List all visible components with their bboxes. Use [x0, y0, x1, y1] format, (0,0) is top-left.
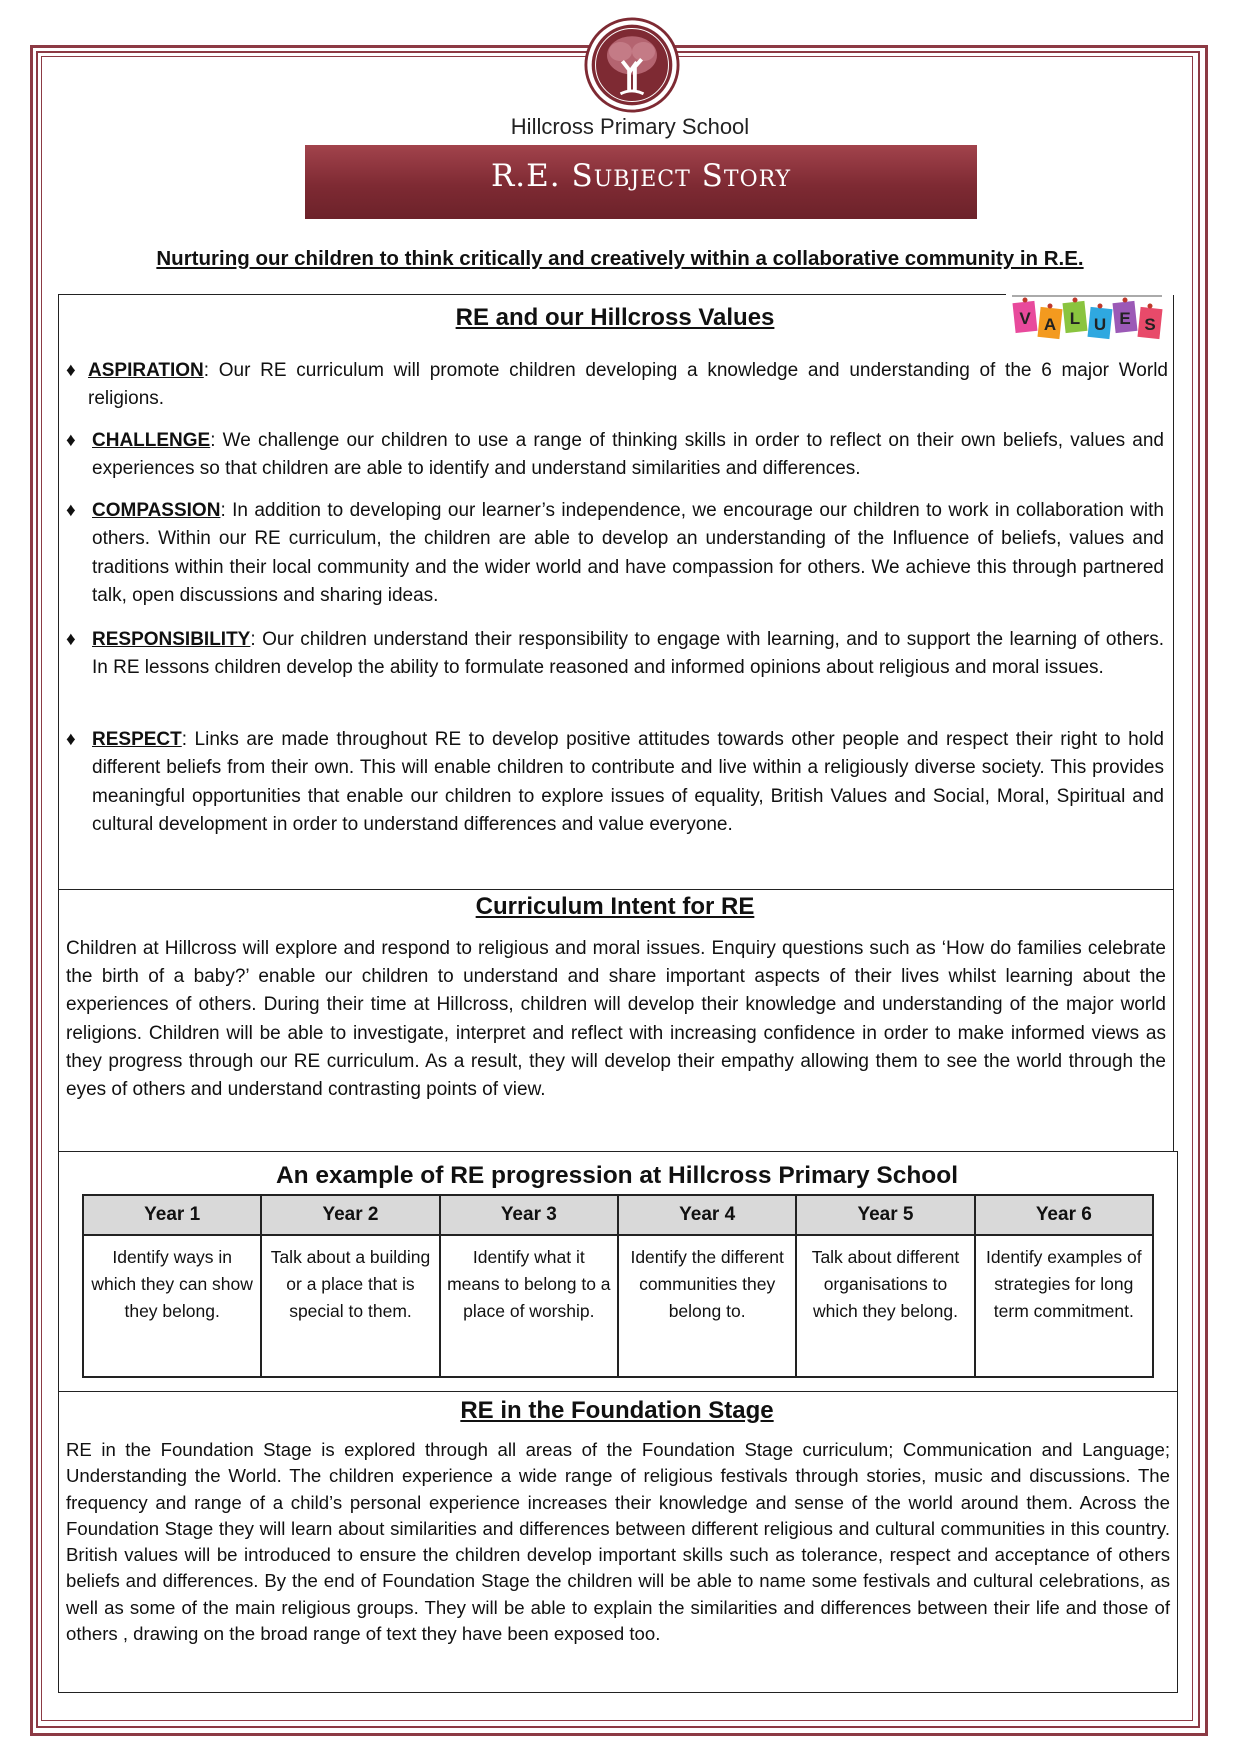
column-header: Year 1: [83, 1195, 261, 1235]
column-header: Year 4: [618, 1195, 796, 1235]
values-heading: RE and our Hillcross Values: [455, 304, 775, 331]
value-keyword: ASPIRATION: [88, 360, 204, 381]
column-header: Year 2: [261, 1195, 439, 1235]
value-description: : Links are made throughout RE to develop positive attitudes towards other people and respect their right to hold different beliefs from their own. This will enable children to contribute and live within a religiously diverse society. This provides meaningful opportunities that enable our children to explore issues of equality, British Values and Social, Moral, Spiritual and cultural development in order to understand differences and value everyone.: [92, 729, 1164, 835]
bullet-diamond-icon: ♦: [66, 729, 76, 750]
school-motto: Nurturing our children to think critically and creatively within a collaborative community in R.E.: [156, 247, 1084, 270]
value-keyword: COMPASSION: [92, 500, 221, 521]
values-card-letter: A: [1043, 315, 1057, 334]
value-keyword: RESPECT: [92, 729, 182, 750]
values-section-top-border: [58, 294, 1006, 295]
values-card-letter: E: [1119, 309, 1131, 328]
foundation-heading: RE in the Foundation Stage: [460, 1397, 774, 1424]
pin-icon: [1123, 298, 1128, 303]
pin-icon: [1148, 304, 1153, 309]
table-cell: Talk about different organisations to which they belong.: [796, 1235, 974, 1377]
value-keyword: CHALLENGE: [92, 430, 211, 451]
table-header-row: [83, 1195, 1153, 1235]
column-header: Year 5: [796, 1195, 974, 1235]
bullet-diamond-icon: ♦: [66, 629, 76, 650]
progression-heading: An example of RE progression at Hillcross Primary School: [275, 1162, 959, 1189]
intent-heading: Curriculum Intent for RE: [475, 893, 755, 920]
school-name: Hillcross Primary School: [510, 114, 750, 139]
value-description: : Our children understand their responsibility to engage with learning, and to support the learning of others. In RE lessons children develop the ability to formulate reasoned and informed opinions about religious and moral issues.: [92, 629, 1164, 679]
column-header: Year 6: [975, 1195, 1153, 1235]
value-description: : We challenge our children to use a range of thinking skills in order to reflect on their own beliefs, values and experiences so that children are able to identify and understand similarities and differences.: [92, 430, 1164, 480]
values-card-letter: U: [1093, 315, 1107, 334]
bullet-diamond-icon: ♦: [66, 360, 76, 381]
value-keyword: RESPONSIBILITY: [92, 629, 251, 650]
value-item: [92, 626, 1164, 683]
pin-icon: [1073, 298, 1078, 303]
pin-icon: [1098, 304, 1103, 309]
value-item: [88, 357, 1168, 414]
table-cell: Talk about a building or a place that is special to them.: [261, 1235, 439, 1377]
bullet-diamond-icon: ♦: [66, 500, 76, 521]
page-title: R.E. Subject Story: [490, 158, 792, 194]
values-badge-icon: [1008, 288, 1166, 348]
table-cell: Identify what it means to belong to a place of worship.: [440, 1235, 618, 1377]
value-description: : In addition to developing our learner’s independence, we encourage our children to work in collaboration with others. Within our RE curriculum, the children are able to develop an understanding of the Influence of beliefs, values and traditions within their local community and the wider world and have compassion for others. We achieve this through partnered talk, open discussions and sharing ideas.: [92, 500, 1164, 606]
values-card-letter: S: [1144, 315, 1156, 334]
pin-icon: [1048, 304, 1053, 309]
value-item: [92, 497, 1164, 610]
bullet-diamond-icon: ♦: [66, 430, 76, 451]
progression-table: [82, 1194, 1154, 1378]
table-cell: Identify ways in which they can show they belong.: [83, 1235, 261, 1377]
foundation-body: RE in the Foundation Stage is explored through all areas of the Foundation Stage curriculum; Communication and Language; Understanding the World. The children experience a wide range of religious festivals through stories, music and discussions. The frequency and range of a child’s personal experience increases their knowledge and sense of the world around them. Across the Foundation Stage they will learn about similarities and differences between different religious and cultural communities in this country. British values will be introduced to ensure the children develop important skills such as tolerance, respect and acceptance of others beliefs and differences. By the end of Foundation Stage the children will be able to name some festivals and cultural celebrations, as well as some of the main religious groups. They will be able to explain the similarities and differences between their life and those of others , drawing on the broad range of text they have been exposed too.: [66, 1439, 1170, 1645]
table-cell: Identify the different communities they belong to.: [618, 1235, 796, 1377]
table-cell: Identify examples of strategies for long term commitment.: [975, 1235, 1153, 1377]
values-card-letter: V: [1019, 309, 1031, 328]
value-item: [92, 427, 1164, 484]
column-header: Year 3: [440, 1195, 618, 1235]
values-card-letter: L: [1069, 309, 1081, 328]
value-item: [92, 726, 1164, 839]
pin-icon: [1023, 298, 1028, 303]
tree-crest-logo-icon: [584, 17, 680, 113]
value-description: : Our RE curriculum will promote children developing a knowledge and understanding of the 6 major World religions.: [88, 360, 1168, 410]
table-row: [83, 1235, 1153, 1377]
intent-body: Children at Hillcross will explore and respond to religious and moral issues. Enquiry questions such as ‘How do families celebrate the birth of a baby?’ enable our children to understand and share important aspects of their lives whilst learning about the experiences of others. During their time at Hillcross, children will develop their knowledge and understanding of the major world religions. Children will be able to investigate, interpret and reflect with increasing confidence in order to make informed views as they progress through our RE curriculum. As a result, they will develop their empathy allowing them to see the world through the eyes of others and understand contrasting points of view.: [66, 938, 1166, 1101]
